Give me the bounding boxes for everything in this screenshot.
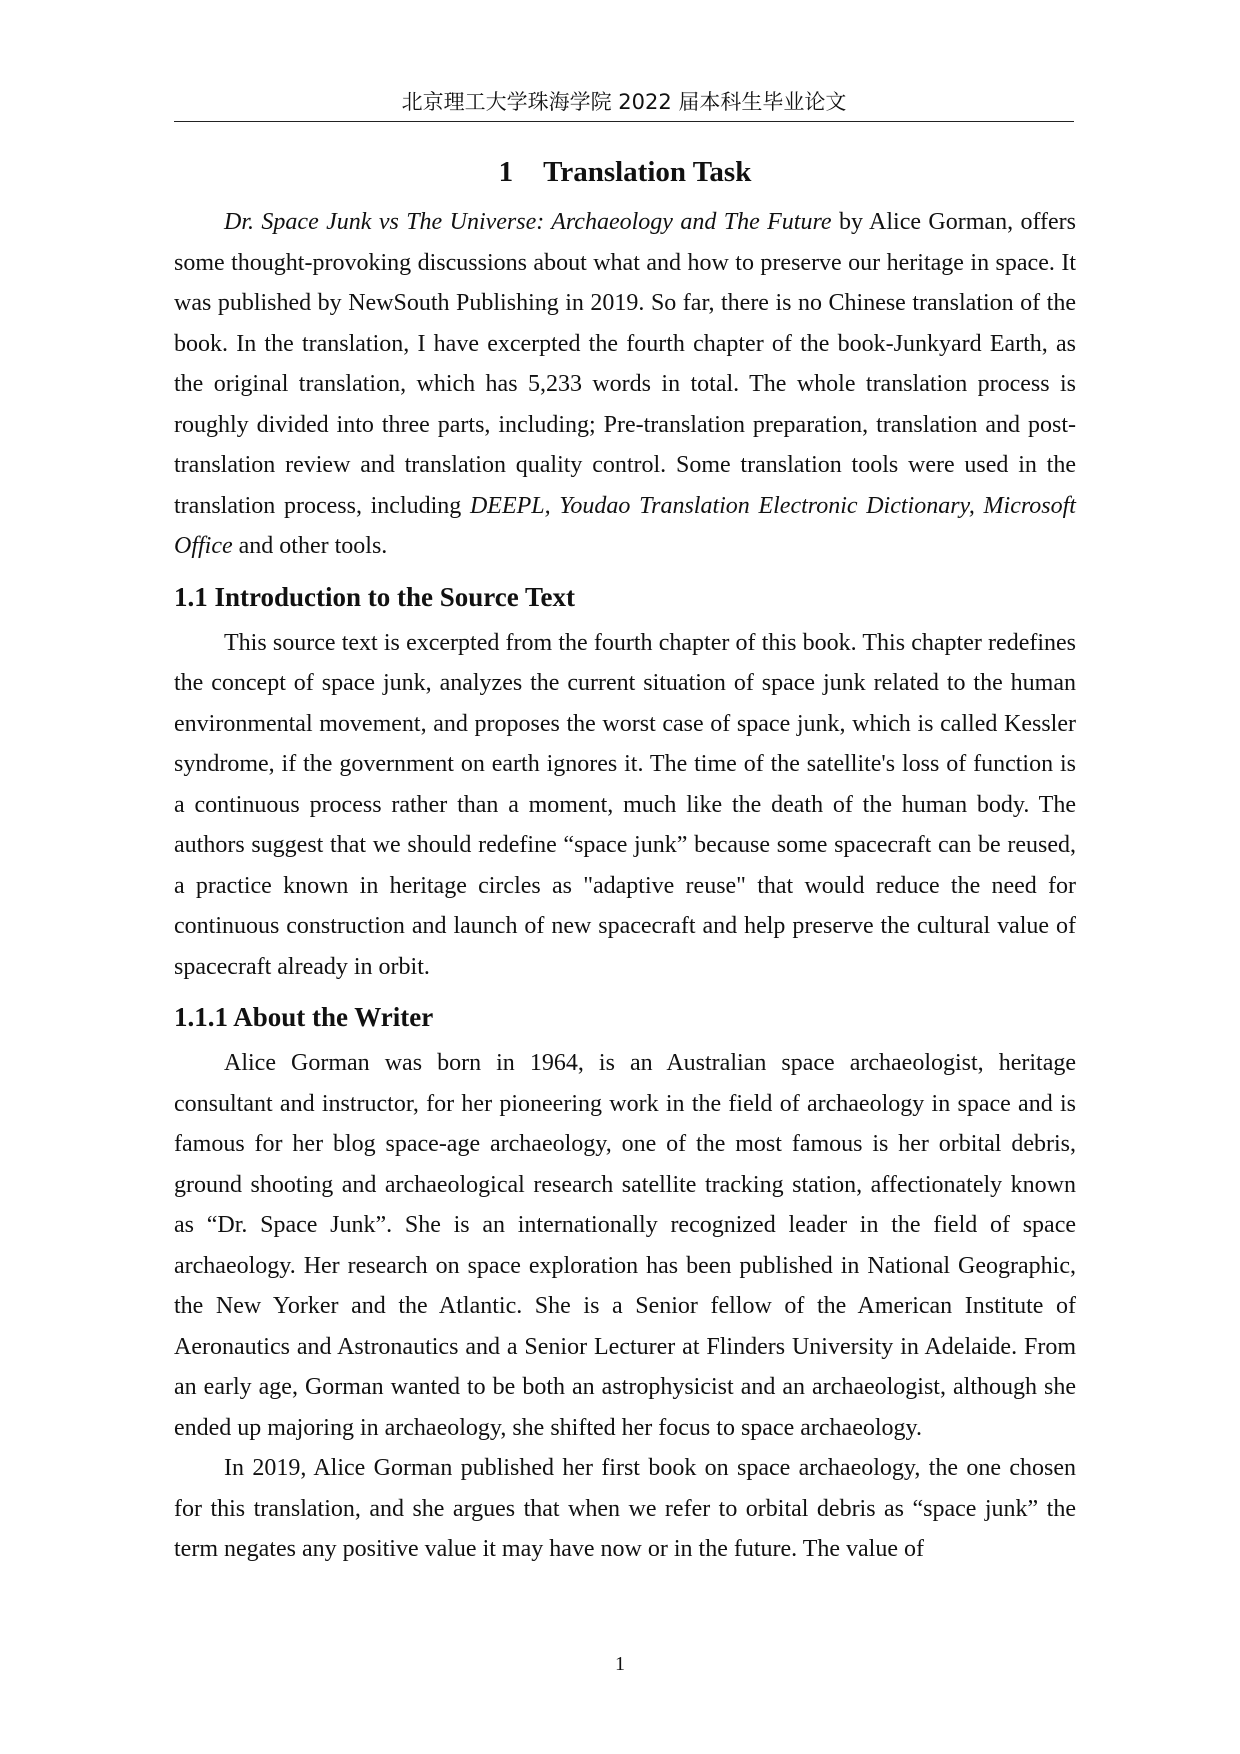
writer-paragraph-2: In 2019, Alice Gorman published her first book on space archaeology, the one chosen for this translation, and she argues that when we refer to orbital debris as “space junk” the term negates any positive value it may have now or in the future. The value of <box>174 1455 1076 1562</box>
header-divider <box>174 121 1074 122</box>
intro-text-part-2: and other tools. <box>232 533 388 559</box>
section-title-1-1: 1.1 Introduction to the Source Text <box>174 581 576 612</box>
running-header: 北京理工大学珠海学院 2022 届本科生毕业论文 <box>401 90 847 114</box>
book-title: Dr. Space Junk vs The Universe: Archaeology and The Future <box>224 209 832 235</box>
page-content <box>174 152 1076 1570</box>
intro-text-part-1: by Alice Gorman, offers some thought-provoking discussions about what and how to preserve our heritage in space. It was published by NewSouth Publishing in 2019. So far, there is no Chinese translation of the book. In the translation, I have excerpted the fourth chapter of the book-Junkyard Earth, as the original translation, which has 5,233 words in total. The whole translation process is roughly divided into three parts, including; Pre-translation preparation, translation and post-translation review and translation quality control. Some translation tools were used in the translation process, including <box>174 209 1077 519</box>
intro-paragraph <box>174 202 1076 567</box>
section-title-1-1-1: 1.1.1 About the Writer <box>174 1002 434 1032</box>
chapter-number: 1 <box>498 156 514 188</box>
source-text-paragraph: This source text is excerpted from the fourth chapter of this book. This chapter redefines the concept of space junk, analyzes the current situation of space junk related to the human environmental movement, and proposes the worst case of space junk, which is called Kessler syndrome, if the government on earth ignores it. The time of the satellite's loss of function is a continuous process rather than a moment, much like the death of the human body. The authors suggest that we should redefine “space junk” because some spacecraft can be reused, a practice known in heritage circles as "adaptive reuse" that would reduce the need for continuous construction and launch of new spacecraft and help preserve the cultural value of spacecraft already in orbit. <box>174 629 1076 980</box>
translation-tools: DEEPL, Youdao Translation Electronic Dictionary, Microsoft Office <box>174 492 1076 559</box>
page-number: 1 <box>615 1653 625 1675</box>
chapter-title-text: Translation Task <box>543 156 752 188</box>
writer-paragraph-1: Alice Gorman was born in 1964, is an Australian space archaeologist, heritage consultant and instructor, for her pioneering work in the field of archaeology in space and is famous for her blog space-age archaeology, one of the most famous is her orbital debris, ground shooting and archaeological research satellite tracking station, affectionately known as “Dr. Space Junk”. She is an internationally recognized leader in the field of space archaeology. Her research on space exploration has been published in National Geographic, the New Yorker and the Atlantic. She is a Senior fellow of the American Institute of Aeronautics and Astronautics and a Senior Lecturer at Flinders University in Adelaide. From an early age, Gorman wanted to be both an astrophysicist and an archaeologist, although she ended up majoring in archaeology, she shifted her focus to space archaeology. <box>174 1050 1076 1441</box>
chapter-title <box>174 152 1076 192</box>
